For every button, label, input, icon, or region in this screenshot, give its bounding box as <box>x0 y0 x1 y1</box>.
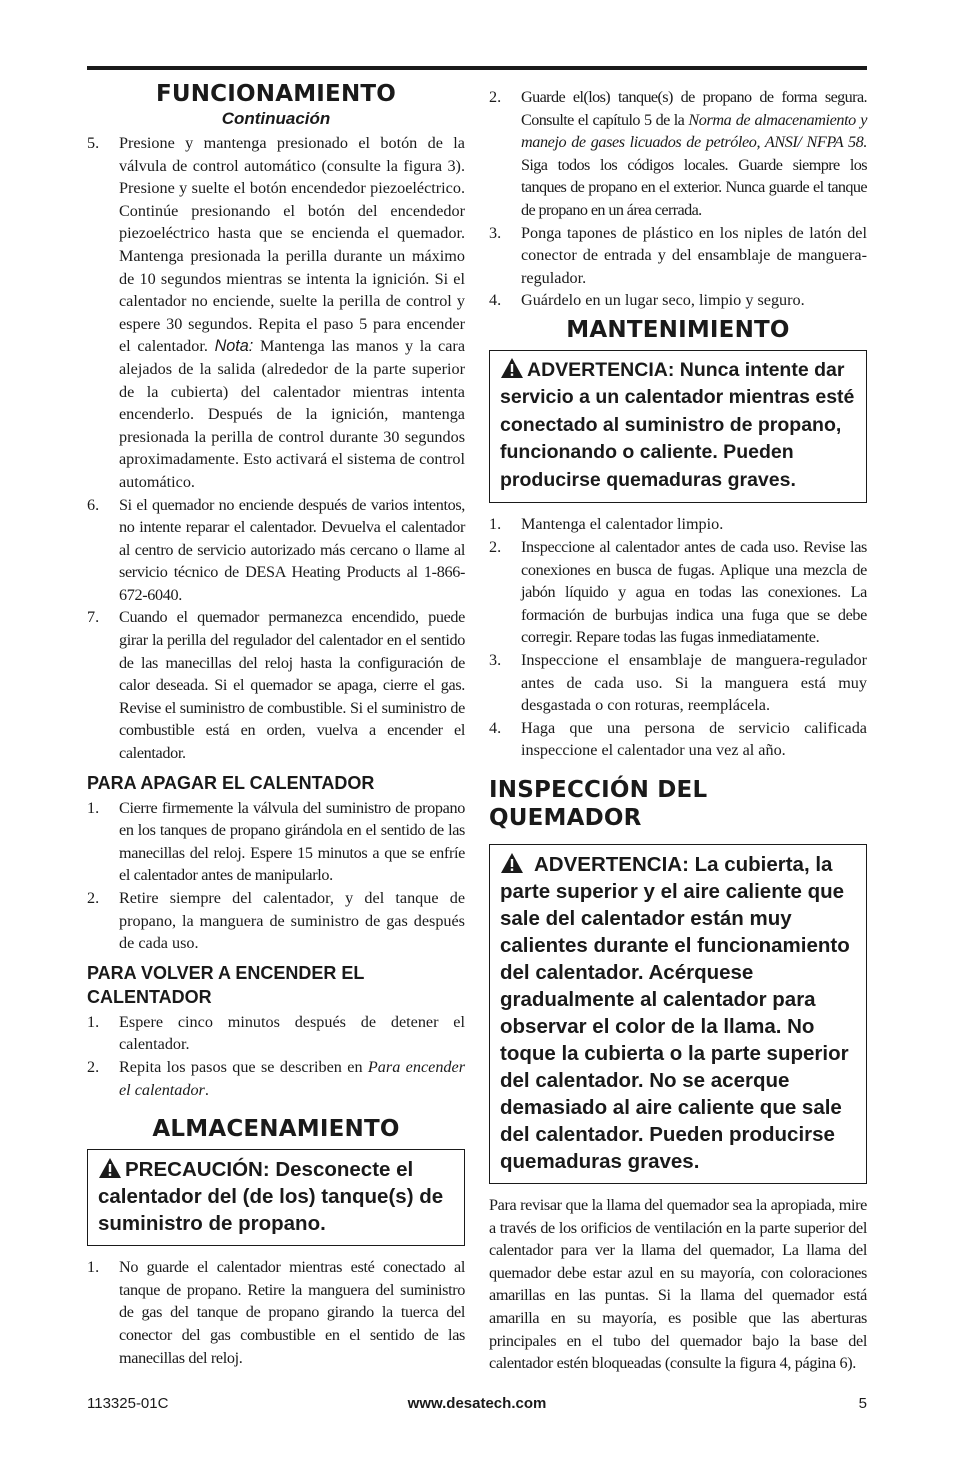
step-text: Inspeccione al calentador antes de cada uso. Revise las conexiones en busca de fugas. Aplique una mezcla de jabón líquido y agua en todas las conexiones. La formación de burbujas indica una fuga que se debe corregir. Repare todas las fugas inmediatamente. <box>521 538 867 647</box>
maintenance-warning-box <box>489 350 867 504</box>
step-number: 6. <box>87 495 100 514</box>
almacenamiento-steps-left <box>87 1256 465 1369</box>
right-column <box>489 86 867 1375</box>
note-label: Nota: <box>214 337 254 356</box>
inspection-warning-box <box>489 844 867 1184</box>
step-number: 1. <box>87 1012 100 1031</box>
step-text: Ponga tapones de plástico en los niples de latón del conector de entrada y del ensamblaje de manguera-regulador. <box>521 223 867 287</box>
list-item <box>489 536 867 649</box>
list-item <box>489 222 867 290</box>
warning-icon <box>500 357 524 379</box>
step-text: Mantenga el calentador limpio. <box>521 515 724 534</box>
section-title-mantenimiento: MANTENIMIENTO <box>566 316 790 343</box>
step-text: Retire siempre del calentador, y del tanque de propano, la manguera de suministro de gas después de cada uso. <box>119 889 465 953</box>
list-item <box>87 887 465 955</box>
list-item <box>489 649 867 717</box>
list-item <box>489 86 867 222</box>
caution-box <box>87 1149 465 1246</box>
step-text: Guarde el(los) tanque(s) de propano de forma segura. Consulte el capítulo 5 de la <box>521 88 867 129</box>
step-text: Presione y mantenga presionado el botón de la válvula de control automático (consulte la figura 3). Presione y suelte el botón encendedor piezoeléctrico. Continúe presionando el botón del encendedor piezoeléctrico hasta que se encienda el quemador. Mantenga presionada la perilla durante un máximo de 10 segundos mientras se intenta la ignición. Si el calentador no enciende, suelte la perilla de control y espere 30 segundos. Repita el paso 5 para encender el calentador. <box>119 134 465 356</box>
top-rule <box>87 66 867 70</box>
apagar-steps <box>87 797 465 955</box>
step-number: 1. <box>87 1258 100 1277</box>
list-item <box>87 1011 465 1056</box>
almacenamiento-steps-right <box>489 86 867 312</box>
inspection-paragraph: Para revisar que la llama del quemador sea la apropiada, mire a través de los orificios de ventilación en la parte superior del calentador para ver la llama del quemador, La llama del quemador debe estar azul en su mayoría, con coloraciones amarillas en las puntas. Si la llama del quemador está amarilla en su mayoría, es posible que las aberturas principales en el tubo del quemador bajo la base del calentador estén bloqueadas (consulte la figura 4, página 6). <box>489 1195 867 1373</box>
volver-steps <box>87 1011 465 1101</box>
step-number: 2. <box>489 88 502 106</box>
step-number: 1. <box>489 515 502 534</box>
section-title-funcionamiento: FUNCIONAMIENTO <box>155 81 397 107</box>
step-number: 3. <box>489 651 502 669</box>
list-item <box>87 606 465 764</box>
step-number: 1. <box>87 798 100 817</box>
step-text: Si el quemador no enciende después de varios intentos, no intente reparar el calentador. Devuelva el calentador al centro de servicio autorizado más cercano o llame al servicio técnico de DESA Heating Products al 1-866-672-6040. <box>119 495 465 604</box>
step-number: 4. <box>489 291 502 310</box>
step-number: 3. <box>489 223 502 242</box>
step-text: Inspeccione el ensamblaje de manguera-regulador antes de cada uso. Si la manguera está muy desgastada o con roturas, reemplácela. <box>521 651 867 715</box>
mantenimiento-steps <box>489 513 867 762</box>
page-footer <box>87 1395 867 1417</box>
caution-text: PRECAUCIÓN: Desconecte el calentador del (de los) tanque(s) de suministro de propano. <box>98 1158 444 1236</box>
left-column <box>87 78 465 1369</box>
step-number: 2. <box>489 538 502 557</box>
section-title-almacenamiento: ALMACENAMIENTO <box>152 1116 400 1143</box>
step-number: 5. <box>87 134 100 152</box>
step-text: No guarde el calentador mientras esté conectado al tanque de propano. Retire la manguera del suministro de gas del tanque de propano girando la tuerca del conector del gas combustible en el sentido de las manecillas del reloj. <box>119 1258 465 1367</box>
step-text: . <box>204 1080 209 1099</box>
step-text: Siga todos los códigos locales. Guarde siempre los tanques de propano en el exterior. Nunca guarde el tanque de propano en un área cerrada. <box>521 155 867 219</box>
step-text: Haga que una persona de servicio calificada inspeccione el calentador una vez al año. <box>521 718 867 760</box>
section-title-inspeccion: INSPECCIÓN DEL QUEMADOR <box>489 776 708 831</box>
subheading-volver: PARA VOLVER A ENCENDER EL CALENTADOR <box>87 962 365 1007</box>
step-text: Guárdelo en un lugar seco, limpio y seguro. <box>521 291 805 310</box>
website-link[interactable]: www.desatech.com <box>407 1395 547 1412</box>
list-item <box>87 1256 465 1369</box>
list-item <box>87 494 465 607</box>
list-item <box>87 797 465 887</box>
step-text: Espere cinco minutos después de detener el calentador. <box>119 1012 465 1054</box>
subheading-apagar: PARA APAGAR EL CALENTADOR <box>87 772 375 793</box>
warning-icon <box>98 1157 122 1179</box>
funcionamiento-steps <box>87 132 465 765</box>
list-item <box>87 1056 465 1101</box>
step-number: 2. <box>87 1057 100 1076</box>
step-number: 4. <box>489 718 502 737</box>
inspection-warning-text: ADVERTENCIA: La cubierta, la parte superior y el aire caliente que sale del calentador están muy calientes durante el funcionamiento del calentador. Acérquese gradualmente al calentador para observar el color de la llama. No toque la cubierta o la parte superior del calentador. No se acerque demasiado al aire caliente que sale del calentador. Pueden producirse quemaduras graves. <box>500 852 850 1173</box>
step-number: 2. <box>87 889 100 907</box>
list-item <box>489 717 867 762</box>
step-italic-text: Norma de almacenamiento y manejo de gases licuados de petróleo, ANSI/ NFPA 58. <box>521 110 867 152</box>
document-number: 113325-01C <box>87 1395 169 1412</box>
page-number: 5 <box>858 1395 867 1412</box>
list-item <box>489 289 867 312</box>
warning-icon <box>500 852 524 874</box>
step-text: Cuando el quemador permanezca encendido, puede girar la perilla del regulador del calentador en el sentido de las manecillas del reloj hasta la configuración de calor deseada. Si el quemador se apaga, cierre el gas. Revise el suministro de combustible. Si el suministro de combustible está en orden, vuelva a encender el calentador. <box>119 608 465 763</box>
step-text: Repita los pasos que se describen en <box>119 1057 368 1076</box>
step-number: 7. <box>87 608 100 627</box>
step-text: Cierre firmemente la válvula del suministro de propano en los tanques de propano girándola en el sentido de las manecillas del reloj. Espere 15 minutos a que se enfríe el calentador antes de manipularlo. <box>119 798 465 885</box>
continuation-label: Continuación <box>221 109 331 128</box>
list-item <box>87 132 465 494</box>
step-italic-text: Para encender el calentador <box>119 1057 465 1099</box>
maintenance-warning-text: ADVERTENCIA: Nunca intente dar servicio a un calentador mientras esté conectado al suministro de propano, funcionando o caliente. Pueden producirse quemaduras graves. <box>500 358 855 491</box>
step-text: Mantenga las manos y la cara alejados de la salida (alrededor de la parte superior de la cubierta) del calentador mientras intenta encenderlo. Después de la ignición, mantenga presionada la perilla de control durante 30 segundos aproximadamente. Esto activará el sistema de control automático. <box>119 337 466 491</box>
list-item <box>489 513 867 536</box>
